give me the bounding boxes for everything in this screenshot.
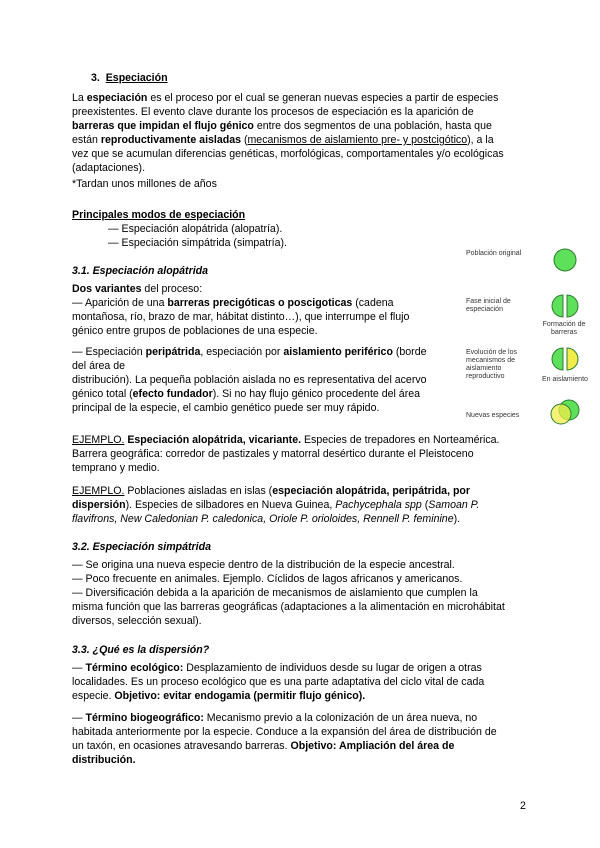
original-population-circle <box>554 249 576 271</box>
example1-line-2: Barrera geográfica: corredor de pastizales y matorral desértico durante el Pleistoceno <box>72 448 474 460</box>
allopatric-p1-line-3: génico entre grupos de poblaciones de una especie. <box>72 325 318 337</box>
dispersion-ecol-line-3: especie. Objetivo: evitar endogamia (permitir flujo génico). <box>72 690 366 702</box>
example2-line-1: EJEMPLO. Poblaciones aisladas en islas (especiación alopátrida, peripátrida, por <box>72 485 471 497</box>
label-formacion: Formación de barreras <box>542 321 586 336</box>
allopatric-p2-line-2: del área de <box>72 360 126 372</box>
dispersion-title: 3.3. ¿Qué es la dispersión? <box>72 644 210 656</box>
dispersion-ecol-line-2: localidades. Es un proceso ecológico que es una parte adaptativa del ciclo vital de cada <box>72 676 485 688</box>
intro-line-3: barreras que impidan el flujo génico entre dos segmentos de una población, hasta que <box>72 120 492 132</box>
sympatric-line-3: — Diversificación debida a la aparición de mecanismos de aislamiento que cumplen la <box>72 587 478 599</box>
section-heading: 3. Especiación <box>91 72 168 84</box>
allopatric-p2-line-3: distribución). La pequeña población aislada no es representativa del acervo <box>72 374 427 386</box>
modes-item-1: — Especiación alopátrida (alopatría). <box>108 223 283 235</box>
label-fase: Fase inicial de especiación <box>466 298 511 313</box>
allopatric-p1-line-1: — Aparición de una barreras precigóticas o poscigoticas (cadena <box>72 297 394 309</box>
dispersion-bio-line-4: distribución. <box>72 754 136 766</box>
sympatric-line-1: — Se origina una nueva especie dentro de la distribución de la especie ancestral. <box>72 559 455 571</box>
barrier-split-shape <box>552 295 578 317</box>
label-evolucion: Evolución de los mecanismos de aislamiento reproductivo <box>466 349 517 380</box>
example2-line-3: flavifrons, New Caledonian P. caledonica, Oriole P. orioloides, Rennell P. feminine). <box>72 513 461 525</box>
intro-line-5: vez que se acumulan diferencias genéticas, morfológicas, comportamentales y/o ecológicas <box>72 148 504 160</box>
example1-line-1: EJEMPLO. Especiación alopátrida, vicariante. Especies de trepadores en Norteamérica. <box>72 434 500 446</box>
allopatric-p2-line-1: — Especiación peripátrida, especiación por aislamiento periférico (borde <box>72 346 427 358</box>
dispersion-ecol-line-1: — Término ecológico: Desplazamiento de individuos desde su lugar de origen a otras <box>72 662 482 674</box>
allopatric-variants: Dos variantes del proceso: <box>72 283 203 295</box>
page-number: 2 <box>520 800 526 812</box>
allopatric-p2-line-5: principal de la especie, el cambio genético puede ser muy rápido. <box>72 402 380 414</box>
intro-line-2: preexistentes. El evento clave durante los procesos de especiación es la aparición de <box>72 106 474 118</box>
modes-item-2: — Especiación simpátrida (simpatría). <box>108 237 287 249</box>
isolation-split-shape <box>552 348 578 370</box>
intro-line-6: (adaptaciones). <box>72 162 146 174</box>
label-nuevas: Nuevas especies <box>466 412 520 419</box>
dispersion-bio-line-1: — Término biogeográfico: Mecanismo previo a la colonización de un área nueva, no <box>72 712 478 724</box>
new-species-circles <box>551 400 579 424</box>
example1-line-3: temprano y medio. <box>72 462 160 474</box>
label-original: Población original <box>466 250 522 257</box>
intro-line-1: La especiación es el proceso por el cual se generan nuevas especies a partir de especies <box>72 92 499 104</box>
figure-drawings <box>462 248 600 428</box>
intro-note: *Tardan unos millones de años <box>72 178 217 190</box>
allopatric-p1-line-2: montañosa, río, brazo de mar, hábitat distinto…), que interrumpe el flujo <box>72 311 410 323</box>
dispersion-bio-line-3: un taxón, en ocasiones atravesando barreras. Objetivo: Ampliación del área de <box>72 740 455 752</box>
intro-line-4: están reproductivamente aisladas (mecanismos de aislamiento pre- y postcigótico), a la <box>72 134 494 146</box>
sympatric-title: 3.2. Especiación simpátrida <box>72 541 211 553</box>
sympatric-line-5: diversos, selección sexual). <box>72 615 202 627</box>
sympatric-line-2: — Poco frecuente en animales. Ejemplo. Cíclidos de lagos africanos y americanos. <box>72 573 463 585</box>
label-aislamiento: En aislamiento <box>542 376 588 383</box>
allopatric-p2-line-4: génico total (efecto fundador). Si no hay flujo génico procedente del área <box>72 388 421 400</box>
modes-title: Principales modos de especiación <box>72 209 246 221</box>
allopatric-title: 3.1. Especiación alopátrida <box>72 265 209 277</box>
sympatric-line-4: misma función que las barreras geográficas (adaptaciones a la alimentación en microhábitat <box>72 601 505 613</box>
example2-line-2: dispersión). Especies de silbadores en Nueva Guinea, Pachycephala spp (Samoan P. <box>72 499 480 511</box>
speciation-figure <box>462 248 600 428</box>
dispersion-bio-line-2: habitada anteriormente por la especie. Conduce a la expansión del área de distribución de <box>72 726 497 738</box>
